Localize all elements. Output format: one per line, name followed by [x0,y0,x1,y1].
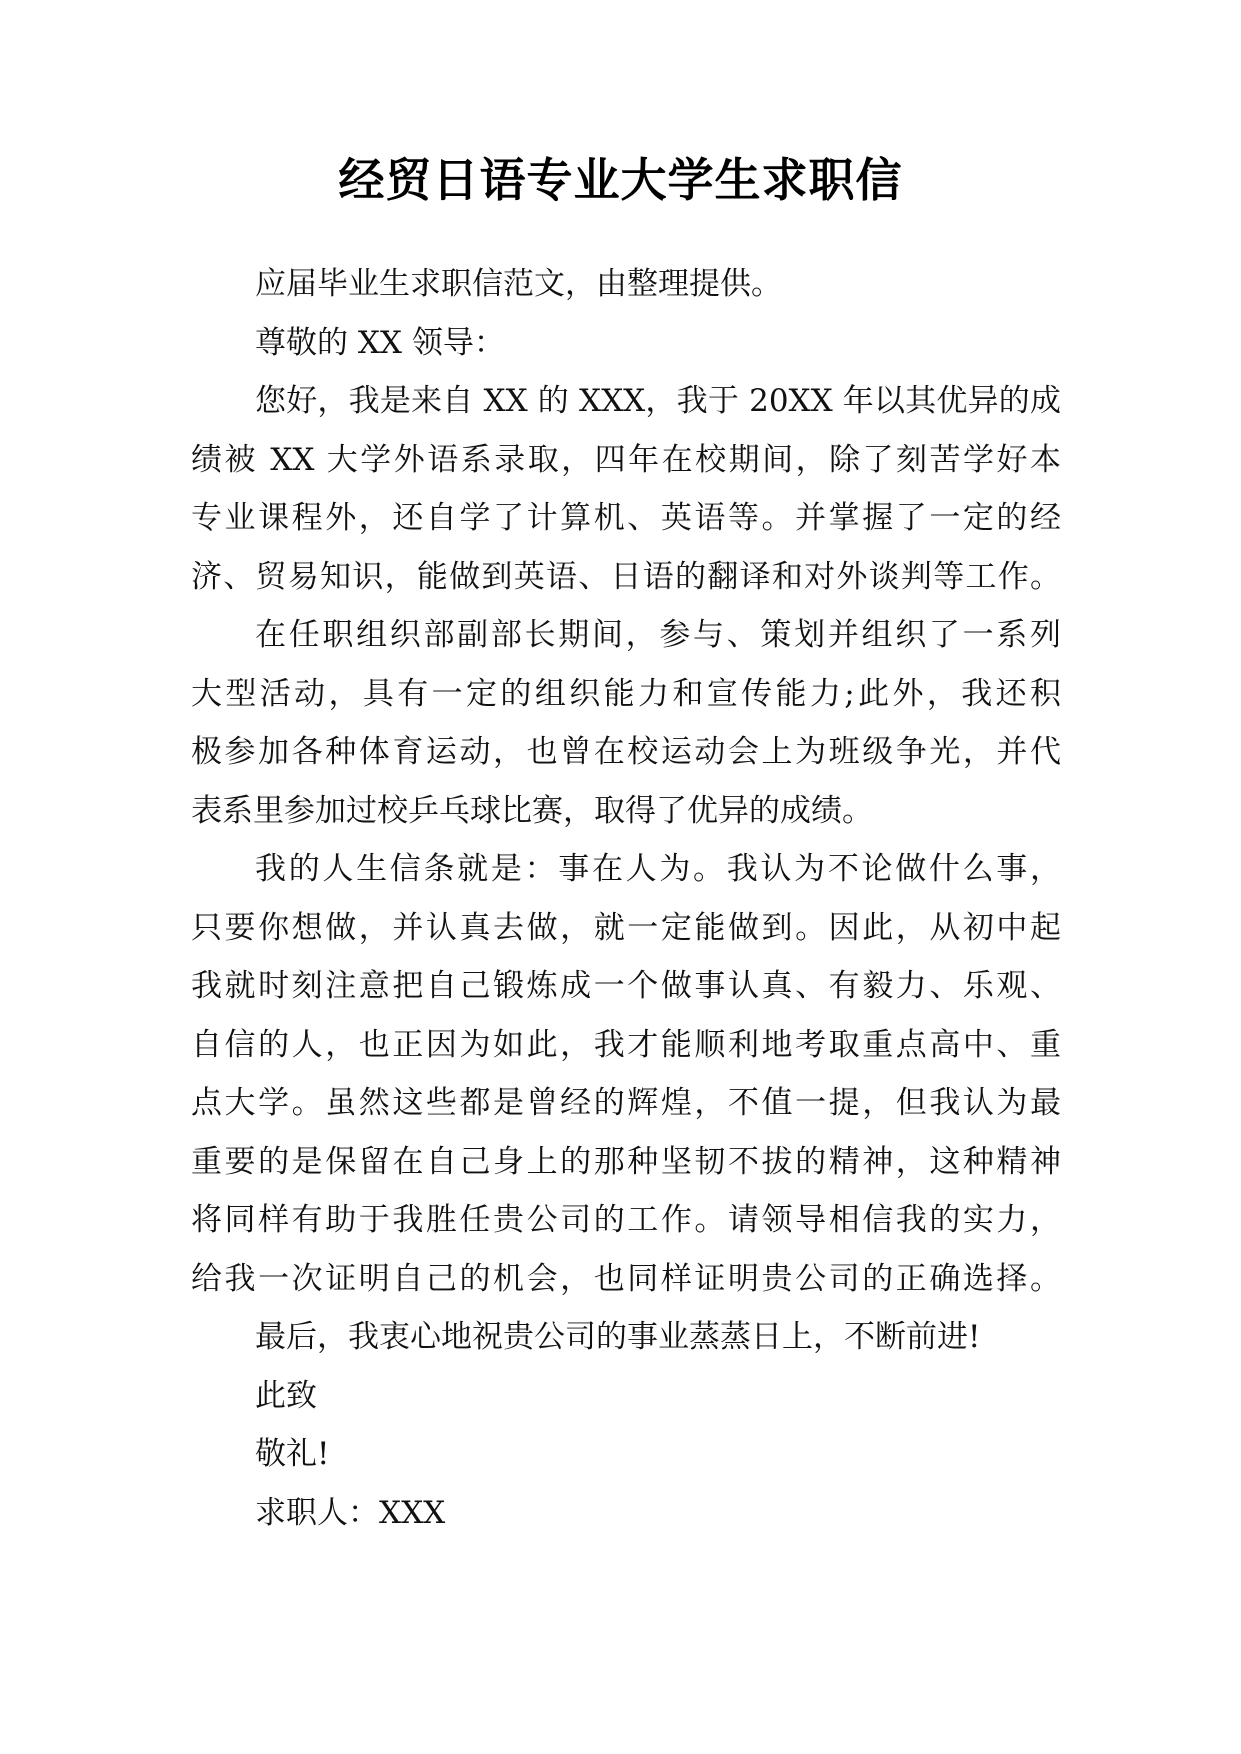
salutation: 尊敬的 XX 领导： [255,324,505,361]
paragraph-experience [191,606,1061,840]
paragraph-line: 重要的是保留在自己身上的那种坚韧不拔的精神，这种精神 [191,1143,1061,1180]
paragraph-greeting [191,372,1061,606]
paragraph-line: 只要你想做，并认真去做，就一定能做到。因此，从初中起 [191,909,1061,946]
paragraph-line: 极参加各种体育运动，也曾在校运动会上为班级争光，并代 [191,734,1061,770]
signature: 求职人：XXX [255,1494,446,1531]
paragraph-line: 我的人生信条就是：事在人为。我认为不论做什么事， [255,851,1061,887]
paragraph-line: 将同样有助于我胜任贵公司的工作。请领导相信我的实力， [191,1202,1061,1238]
paragraph-line: 自信的人，也正因为如此，我才能顺利地考取重点高中、重 [191,1026,1061,1063]
paragraph-line: 济、贸易知识，能做到英语、日语的翻译和对外谈判等工作。 [191,558,1061,595]
paragraph-line: 在任职组织部副部长期间，参与、策划并组织了一系列 [255,617,1061,653]
paragraph-line: 我就时刻注意把自己锻炼成一个做事认真、有毅力、乐观、 [191,968,1061,1004]
closing-ci-zhi: 此致 [255,1377,317,1414]
closing-jing-li: 敬礼! [255,1436,330,1472]
paragraph-line: 点大学。虽然这些都是曾经的辉煌，不值一提，但我认为最 [191,1085,1061,1121]
paragraph-line: 给我一次证明自己的机会，也同样证明贵公司的正确选择。 [191,1260,1061,1297]
paragraph-line: 表系里参加过校乒乓球比赛，取得了优异的成绩。 [191,792,873,829]
paragraph-motto [191,840,1061,1308]
paragraph-line: 绩被 XX 大学外语系录取，四年在校期间，除了刻苦学好本 [191,441,1061,478]
paragraph-line: 专业课程外，还自学了计算机、英语等。并掌握了一定的经 [191,500,1061,536]
paragraph-line: 您好，我是来自 XX 的 XXX，我于 20XX 年以其优异的成 [255,383,1061,419]
closing-wish: 最后，我衷心地祝贵公司的事业蒸蒸日上，不断前进! [255,1319,981,1355]
document-title: 经贸日语专业大学生求职信 [338,153,903,207]
paragraph-line: 大型活动，具有一定的组织能力和宣传能力;此外，我还积 [191,675,1061,712]
letter-body [191,255,1061,1542]
intro-line: 应届毕业生求职信范文，由整理提供。 [255,266,782,302]
